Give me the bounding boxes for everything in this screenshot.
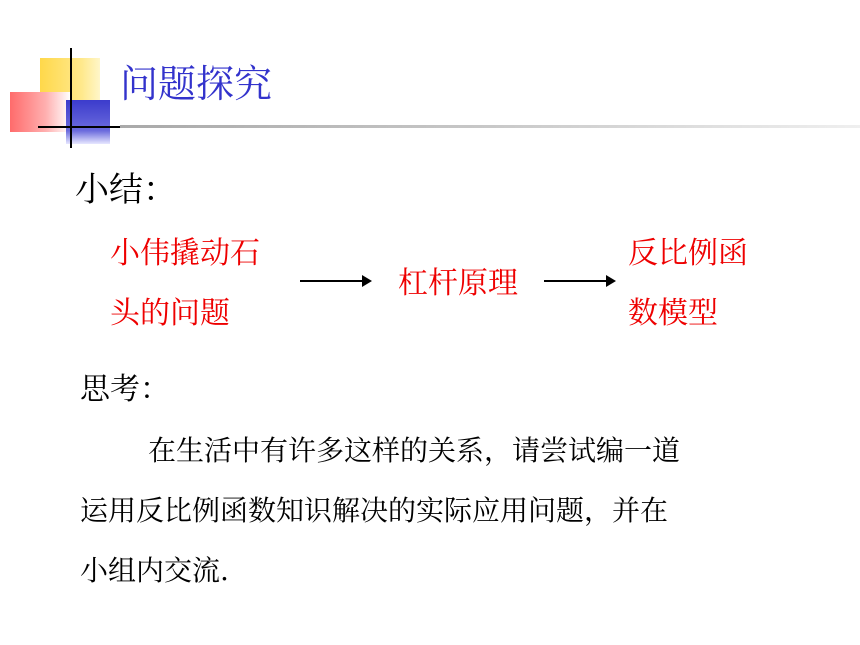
flow-start-line2: 头的问题 — [110, 296, 230, 331]
flow-arrow-1 — [300, 280, 370, 282]
body-line-3: 小组内交流. — [80, 554, 229, 587]
slide-title: 问题探究 — [120, 62, 273, 106]
flow-arrow-2 — [544, 280, 614, 282]
think-label: 思考： — [80, 372, 170, 407]
flow-start-line1: 小伟撬动石 — [110, 236, 260, 271]
flow-end-line2: 数模型 — [628, 296, 718, 331]
title-underline — [120, 125, 860, 128]
summary-label: 小结： — [75, 170, 177, 210]
decor-vertical-line — [70, 48, 72, 148]
flow-end-line1: 反比例函 — [628, 236, 748, 271]
decor-blue-square — [66, 100, 110, 144]
body-line-1: 在生活中有许多这样的关系，请尝试编一道 — [148, 434, 681, 467]
flow-middle: 杠杆原理 — [398, 266, 518, 301]
decor-horizontal-line — [38, 126, 124, 128]
body-line-2: 运用反比例函数知识解决的实际应用问题，并在 — [80, 494, 669, 527]
